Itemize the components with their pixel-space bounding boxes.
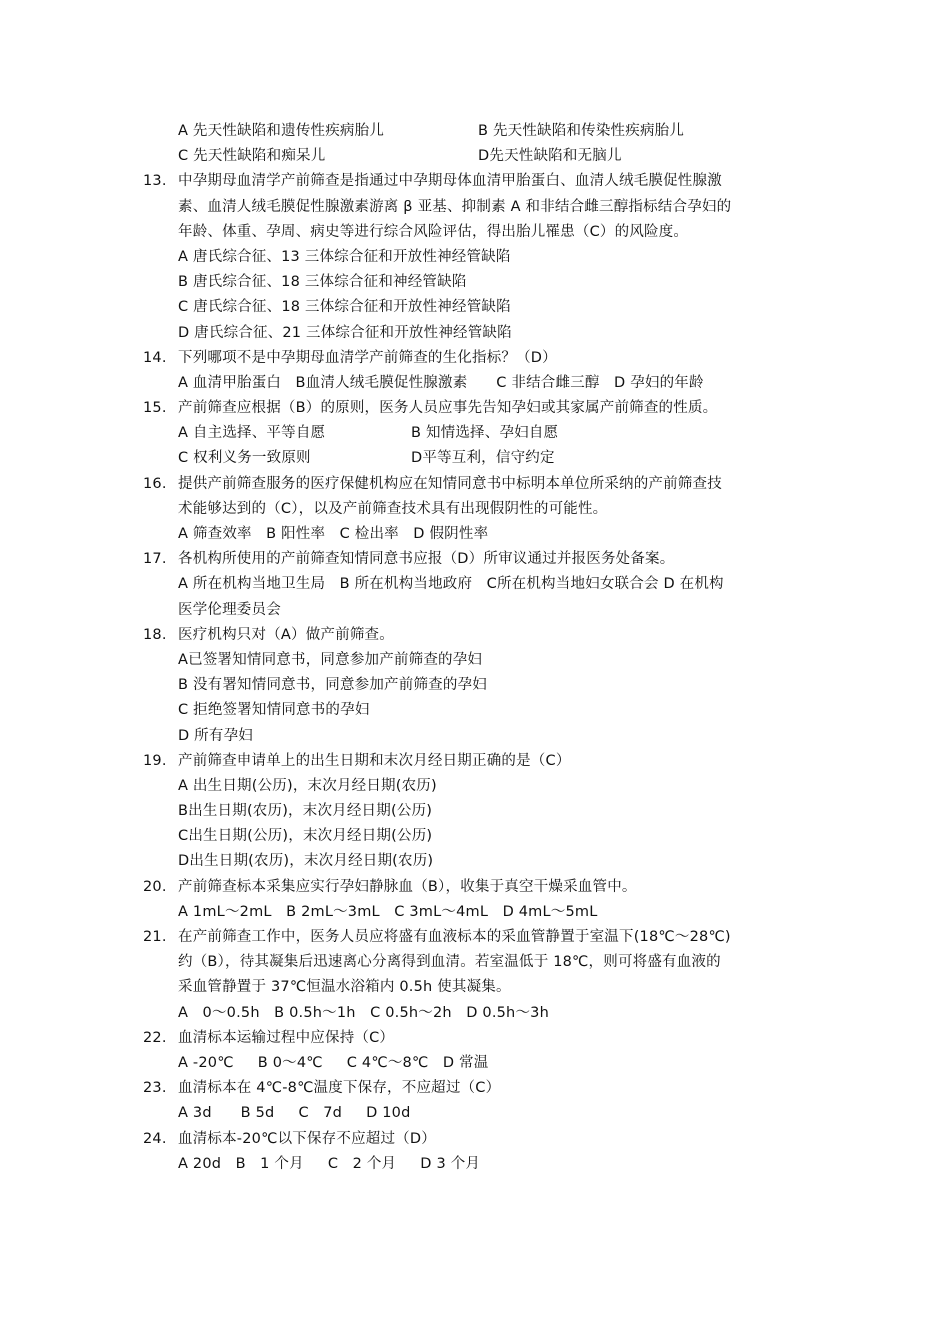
question-text: 血清标本在 4℃-8℃温度下保存，不应超过（C）: [178, 1080, 501, 1097]
option-b: B 先天性缺陷和传染性疾病胎儿: [478, 123, 685, 139]
question-14: [143, 346, 823, 371]
question-text: 医疗机构只对（A）做产前筛查。: [178, 626, 394, 643]
question-text-line: 采血管静置于 37℃恒温水浴箱内 0.5h 使其凝集。: [178, 979, 511, 996]
options-line: A 0～0.5h B 0.5h～1h C 0.5h～2h D 0.5h～3h: [178, 1004, 549, 1021]
option-a: A 自主选择、平等自愿: [178, 425, 326, 442]
question-text: [178, 169, 823, 245]
option-c: C 权利义务一致原则: [178, 450, 311, 467]
option-d: D先天性缺陷和无脑儿: [478, 148, 622, 165]
options-line: A 所在机构当地卫生局 B 所在机构当地政府 C所在机构当地妇女联合会 D 在机构: [178, 576, 724, 593]
question-13: [143, 169, 823, 245]
pre-options-row-2: [143, 144, 823, 169]
question-text: 产前筛查申请单上的出生日期和末次月经日期正确的是（C）: [178, 752, 571, 769]
question-text: 产前筛查标本采集应实行孕妇静脉血（B），收集于真空干燥采血管中。: [178, 878, 637, 895]
question-number: 13.: [143, 173, 167, 190]
question-16: [143, 472, 823, 522]
option-d: D平等互利，信守约定: [411, 450, 555, 467]
question-list: [143, 119, 823, 1177]
question-text-line: 素、血清人绒毛膜促性腺激素游离 β 亚基、抑制素 A 和非结合雌三醇指标结合孕妇的: [178, 198, 732, 215]
question-text-line: 年龄、体重、孕周、病史等进行综合风险评估，得出胎儿罹患（C）的风险度。: [178, 223, 689, 240]
option-a: A已签署知情同意书，同意参加产前筛查的孕妇: [178, 651, 483, 668]
question-17: [143, 547, 823, 572]
option-d: D 唐氏综合征、21 三体综合征和开放性神经管缺陷: [178, 324, 512, 341]
question-number: 14.: [143, 349, 167, 366]
question-number: 17.: [143, 551, 167, 568]
question-22: [143, 1026, 823, 1051]
question-text: 血清标本运输过程中应保持（C）: [178, 1029, 395, 1046]
option-b: B 唐氏综合征、18 三体综合征和神经管缺陷: [178, 274, 467, 291]
question-number: 23.: [143, 1080, 167, 1097]
options-line: A 1mL～2mL B 2mL～3mL C 3mL～4mL D 4mL～5mL: [178, 903, 598, 920]
question-number: 20.: [143, 878, 167, 895]
option-c: C 先天性缺陷和痴呆儿: [178, 148, 326, 165]
question-text: 下列哪项不是中孕期母血清学产前筛查的生化指标？（D）: [178, 349, 557, 366]
options-line: A 3d B 5d C 7d D 10d: [178, 1105, 411, 1122]
option-c: C 唐氏综合征、18 三体综合征和开放性神经管缺陷: [178, 299, 511, 316]
question-15: [143, 396, 823, 421]
question-19: [143, 749, 823, 774]
options-line: A 筛查效率 B 阳性率 C 检出率 D 假阴性率: [178, 526, 489, 542]
options-line: A 血清甲胎蛋白 B血清人绒毛膜促性腺激素 C 非结合雌三醇 D 孕妇的年龄: [178, 374, 704, 391]
question-number: 22.: [143, 1029, 167, 1046]
question-20: [143, 875, 823, 900]
options-row-1: [143, 421, 823, 446]
option-d: D 所有孕妇: [178, 727, 253, 744]
question-text: 产前筛查应根据（B）的原则，医务人员应事先告知孕妇或其家属产前筛查的性质。: [178, 400, 718, 417]
question-number: 18.: [143, 626, 167, 643]
question-18: [143, 623, 823, 648]
question-21: [143, 925, 823, 1001]
question-23: [143, 1076, 823, 1101]
option-b: B 没有署知情同意书，同意参加产前筛查的孕妇: [178, 677, 487, 694]
option-b: B 知情选择、孕妇自愿: [411, 425, 559, 442]
question-text-line: 约（B），待其凝集后迅速离心分离得到血清。若室温低于 18℃，则可将盛有血液的: [178, 954, 721, 971]
options-line: 医学伦理委员会: [178, 601, 281, 618]
question-number: 24.: [143, 1130, 167, 1147]
option-b: B出生日期(农历)，末次月经日期(公历): [178, 803, 433, 820]
option-c: C出生日期(公历)，末次月经日期(公历): [178, 828, 433, 845]
option-a: A 唐氏综合征、13 三体综合征和开放性神经管缺陷: [178, 248, 511, 265]
question-24: [143, 1127, 823, 1152]
option-c: C 拒绝签署知情同意书的孕妇: [178, 702, 370, 719]
options-row-2: [143, 446, 823, 471]
question-text-line: 提供产前筛查服务的医疗保健机构应在知情同意书中标明本单位所采纳的产前筛查技: [178, 475, 722, 492]
options-line: A -20℃ B 0～4℃ C 4℃～8℃ D 常温: [178, 1054, 489, 1071]
option-a: A 先天性缺陷和遗传性疾病胎儿: [178, 123, 385, 139]
question-number: 15.: [143, 400, 167, 417]
question-number: 21.: [143, 929, 167, 945]
option-a: A 出生日期(公历)，末次月经日期(农历): [178, 777, 437, 794]
pre-options-row-1: [143, 119, 823, 144]
question-text-line: 术能够达到的（C），以及产前筛查技术具有出现假阴性的可能性。: [178, 500, 608, 517]
question-text-line: 在产前筛查工作中，医务人员应将盛有血液标本的采血管静置于室温下(18℃～28℃): [178, 929, 731, 945]
question-text: 各机构所使用的产前筛查知情同意书应报（D）所审议通过并报医务处备案。: [178, 551, 675, 568]
options-line: A 20d B 1 个月 C 2 个月 D 3 个月: [178, 1155, 481, 1172]
question-text: 血清标本-20℃以下保存不应超过（D）: [178, 1130, 436, 1147]
option-d: D出生日期(农历)，末次月经日期(农历): [178, 853, 434, 870]
question-number: 16.: [143, 475, 167, 492]
question-text-line: 中孕期母血清学产前筛查是指通过中孕期母体血清甲胎蛋白、血清人绒毛膜促性腺激: [178, 173, 722, 190]
question-number: 19.: [143, 752, 167, 769]
